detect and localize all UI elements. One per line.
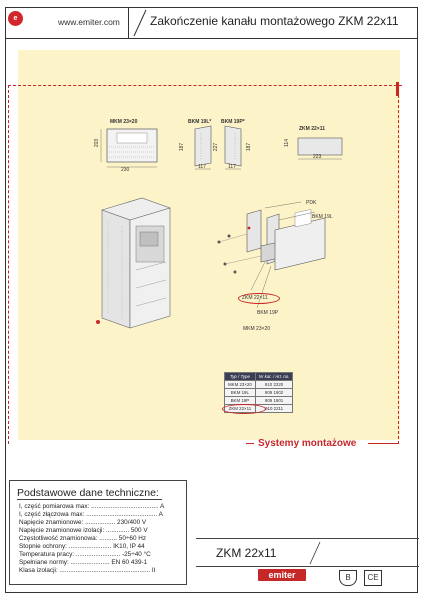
header-separator — [128, 7, 129, 38]
spec-row: I, część pomiarowa max: ...................................... A — [19, 503, 165, 510]
bkm-p-height-dim: 227 — [213, 142, 220, 152]
table-cell: 909 1902 — [255, 389, 293, 397]
specs-title-underline — [17, 499, 162, 500]
table-cell: BKM 19L — [225, 389, 256, 397]
callout-bkm19l: BKM 19L — [312, 214, 333, 220]
red-dashed-border-left — [8, 85, 9, 444]
table-header: Nr kat. / Art. no. — [255, 373, 293, 381]
table-cell: ZKM 22×11 — [225, 405, 256, 413]
spec-row: Częstotliwość znamionowa: .......... 50÷60 Hz — [19, 535, 147, 542]
table-header: Typ / Type — [225, 373, 256, 381]
spec-row: Napięcie znamionowe izolacji: ............. 500 V — [19, 527, 148, 534]
callout-mkm: MKM 23×20 — [243, 326, 271, 332]
brand-dash — [246, 443, 254, 444]
bkm-l-width-dim: 117 — [198, 164, 206, 170]
company-url[interactable]: www.emiter.com — [58, 17, 120, 27]
table-row — [225, 397, 293, 405]
bkm-l-label: BKM 19L* — [188, 119, 212, 125]
footer-slash-icon — [306, 540, 326, 566]
table-cell: BKM 19P — [225, 397, 256, 405]
header-slash-icon — [130, 8, 150, 38]
callout-pdk: PDK — [306, 200, 317, 206]
spec-row: Spełniane normy: ...................... EN 60 439-1 — [19, 559, 148, 566]
bkm-drawings — [185, 125, 255, 173]
zkm-width-dim: 223 — [313, 154, 322, 160]
table-cell: 910 2211 — [255, 405, 293, 413]
callout-bkm19p: BKM 19P — [257, 310, 279, 316]
header-divider — [5, 38, 418, 39]
table-row — [225, 389, 293, 397]
b-cert-icon: B — [339, 570, 357, 586]
mkm-height-dim: 203 — [94, 138, 101, 148]
red-dashed-border-top — [8, 85, 402, 86]
red-dashed-border-right — [398, 85, 399, 444]
spec-row: Temperatura pracy: ......................... -25÷40 °C — [19, 551, 151, 558]
specs-title: Podstawowe dane techniczne: — [17, 487, 159, 499]
brand-dash-right — [368, 443, 398, 444]
zkm-height-dim: 114 — [283, 139, 290, 147]
cabinet-drawing — [82, 192, 182, 337]
title-block-divider — [196, 566, 419, 567]
bkm-p-height-dim-2: 187 — [246, 142, 253, 152]
emiter-logo-icon: e — [8, 11, 23, 26]
mkm-width-dim: 230 — [121, 167, 130, 173]
table-cell: 910 2320 — [255, 381, 293, 389]
bkm-p-width-dim: 117 — [228, 164, 236, 170]
zkm-label: ZKM 22×11 — [299, 126, 325, 132]
emiter-footer-logo: emiter — [258, 569, 306, 581]
mkm-label: MKM 23×20 — [110, 119, 138, 125]
mkm-drawing — [95, 125, 165, 175]
model-name: ZKM 22x11 — [216, 546, 277, 560]
bkm-p-label: BKM 19P* — [221, 119, 245, 125]
systemy-montazowe-tag: Systemy montażowe — [258, 438, 357, 449]
spec-row: Napięcie znamionowe: ................. 230/400 V — [19, 519, 147, 526]
table-row — [225, 381, 293, 389]
table-cell: MKM 23×20 — [225, 381, 256, 389]
ce-cert-icon: CE — [364, 570, 382, 586]
table-cell: 909 1901 — [255, 397, 293, 405]
spec-row: Stopnie ochrony: ........................ IK10, IP 44 — [19, 543, 145, 550]
spec-row: Klasa izolacji: ................................................... II — [19, 567, 156, 574]
callout-zkm: ZKM 22×11 — [242, 295, 268, 301]
red-corner-accent — [396, 82, 399, 96]
table-header-row — [225, 373, 293, 381]
table-highlight-ellipse — [222, 404, 266, 414]
bkm-l-height-dim: 187 — [179, 142, 186, 152]
page-title: Zakończenie kanału montażowego ZKM 22x11 — [150, 14, 399, 28]
spec-row: I, część złączowa max: ........................................ A — [19, 511, 163, 518]
